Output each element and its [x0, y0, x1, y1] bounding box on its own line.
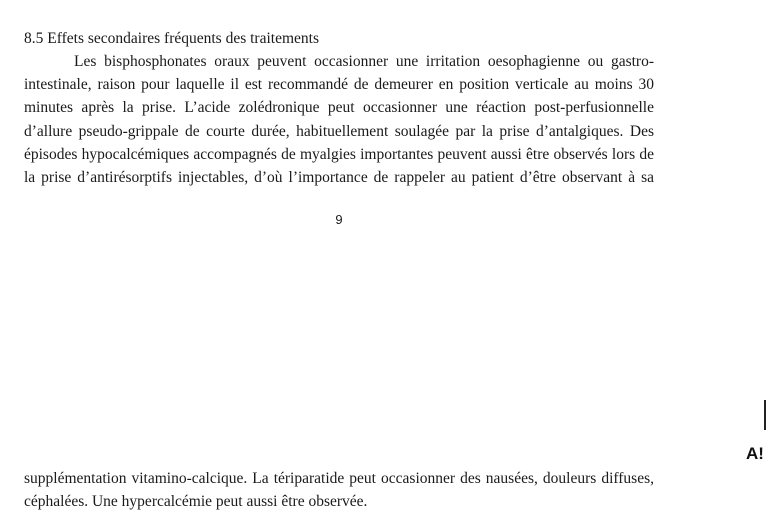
cursor-bar-icon [764, 400, 766, 430]
body-paragraph-top [24, 50, 654, 189]
section-heading: 8.5 Effets secondaires fréquents des traitements [24, 30, 319, 47]
page-number: 9 [335, 212, 343, 227]
body-paragraph-bottom [24, 467, 654, 513]
cut-off-edge-text: A! [746, 444, 764, 463]
paragraph-text-top: Les bisphosphonates oraux peuvent occasionner une irritation oesophagienne ou gastro-intestinale, raison pour laquelle il est recommandé de demeurer en position verticale au moins 30 minutes après la prise. L’acide zolédronique peut occasionner une réaction post-perfusionnelle d’allure pseudo-grippale de courte durée, habituellement soulagée par la prise d’antalgiques. Des épisodes hypocalcémiques accompagnés de myalgies importantes peuvent aussi être observés lors de la prise d’antirésorptifs injectables, d’où l’importance de rappeler au patient d’être observant à sa [24, 53, 654, 187]
paragraph-text-bottom: supplémentation vitamino-calcique. La tériparatide peut occasionner des nausées, douleurs diffuses, céphalées. Une hypercalcémie peut aussi être observée. [24, 470, 654, 511]
